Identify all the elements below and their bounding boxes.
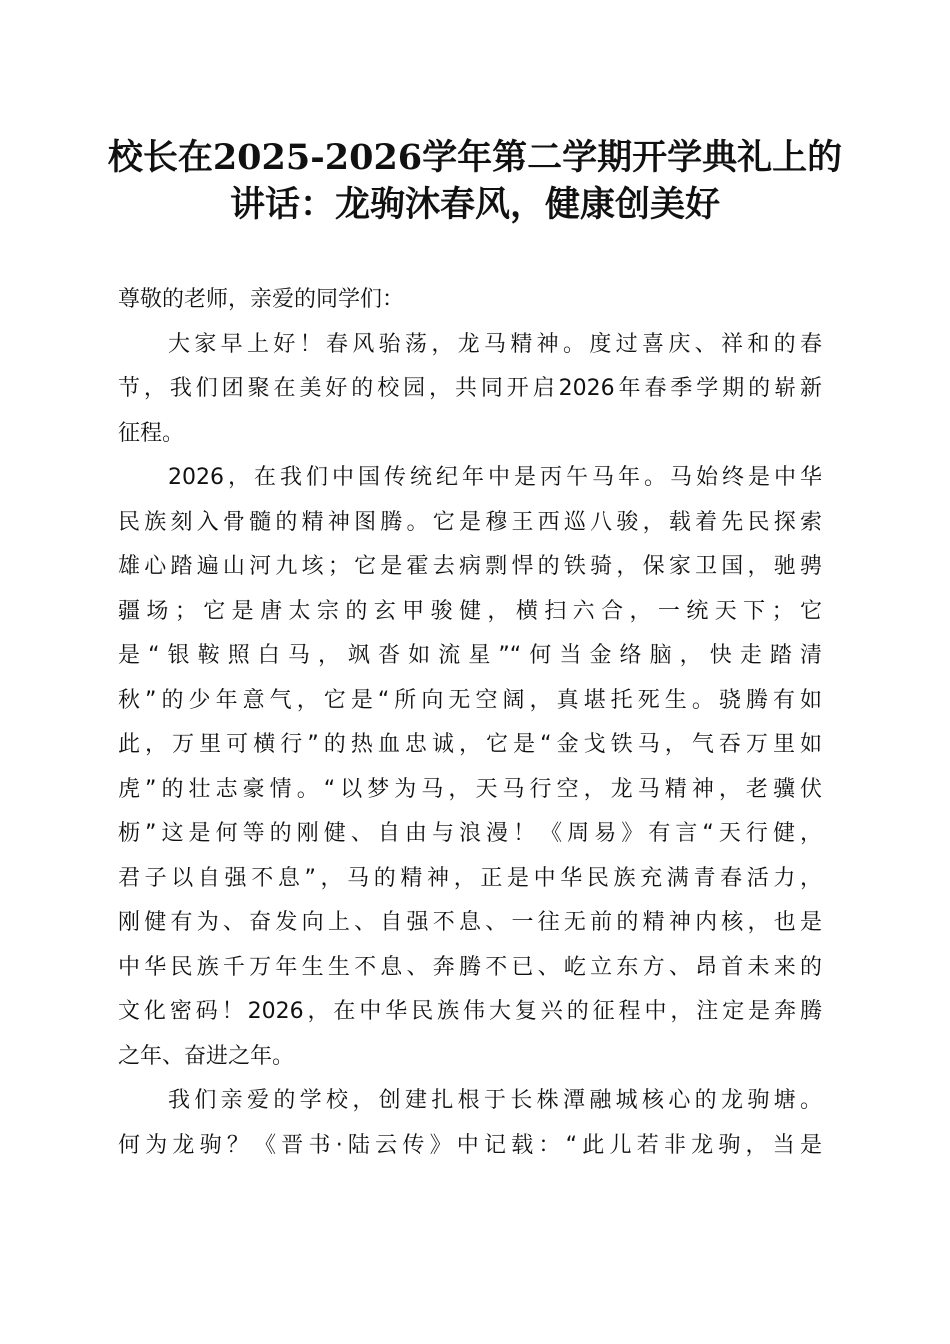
- text-line: 此，万里可横行”的热血忠诚，它是“金戈铁马，气吞万里如: [118, 732, 822, 757]
- text-line: 尊敬的老师，亲爱的同学们：: [118, 287, 405, 312]
- title-line-1: 校长在2025-2026学年第二学期开学典礼上的: [107, 137, 843, 178]
- text-line: 雄心踏遍山河九垓；它是霍去病剽悍的铁骑，保家卫国，驰骋: [118, 554, 822, 579]
- text-line: 疆场；它是唐太宗的玄甲骏健，横扫六合，一统天下；它: [118, 598, 822, 624]
- document-body: [118, 278, 822, 1168]
- text-line: 节，我们团聚在美好的校园，共同开启2026年春季学期的崭新: [118, 376, 822, 401]
- text-line: 何为龙驹？《晋书·陆云传》中记载：“此儿若非龙驹，当是: [118, 1132, 822, 1158]
- text-line: 2026，在我们中国传统纪年中是丙午马年。马始终是中华: [168, 465, 822, 490]
- text-line: 民族刻入骨髓的精神图腾。它是穆王西巡八骏，载着先民探索: [118, 509, 822, 535]
- text-line: 是“银鞍照白马，飒沓如流星”“何当金络脑，快走踏清: [118, 643, 822, 668]
- text-line: 君子以自强不息”，马的精神，正是中华民族充满青春活力，: [118, 865, 822, 891]
- text-line: 中华民族千万年生生不息、奔腾不已、屹立东方、昂首未来的: [118, 954, 822, 980]
- text-line: 枥”这是何等的刚健、自由与浪漫！《周易》有言“天行健，: [118, 821, 822, 846]
- text-line: 刚健有为、奋发向上、自强不息、一往无前的精神内核，也是: [118, 910, 822, 935]
- text-line: 征程。: [118, 420, 185, 446]
- text-line: 文化密码！2026，在中华民族伟大复兴的征程中，注定是奔腾: [118, 999, 822, 1024]
- text-line: 秋”的少年意气，它是“所向无空阔，真堪托死生。骁腾有如: [118, 687, 822, 713]
- text-line: 虎”的壮志豪情。“以梦为马，天马行空，龙马精神，老骥伏: [118, 776, 822, 802]
- text-line: 我们亲爱的学校，创建扎根于长株潭融城核心的龙驹塘。: [168, 1088, 822, 1113]
- text-line: 大家早上好！春风骀荡，龙马精神。度过喜庆、祥和的春: [168, 331, 822, 357]
- title-line-2: 讲话：龙驹沐春风，健康创美好: [229, 184, 720, 225]
- document-title: [0, 134, 950, 228]
- text-line: 之年、奋进之年。: [118, 1043, 295, 1069]
